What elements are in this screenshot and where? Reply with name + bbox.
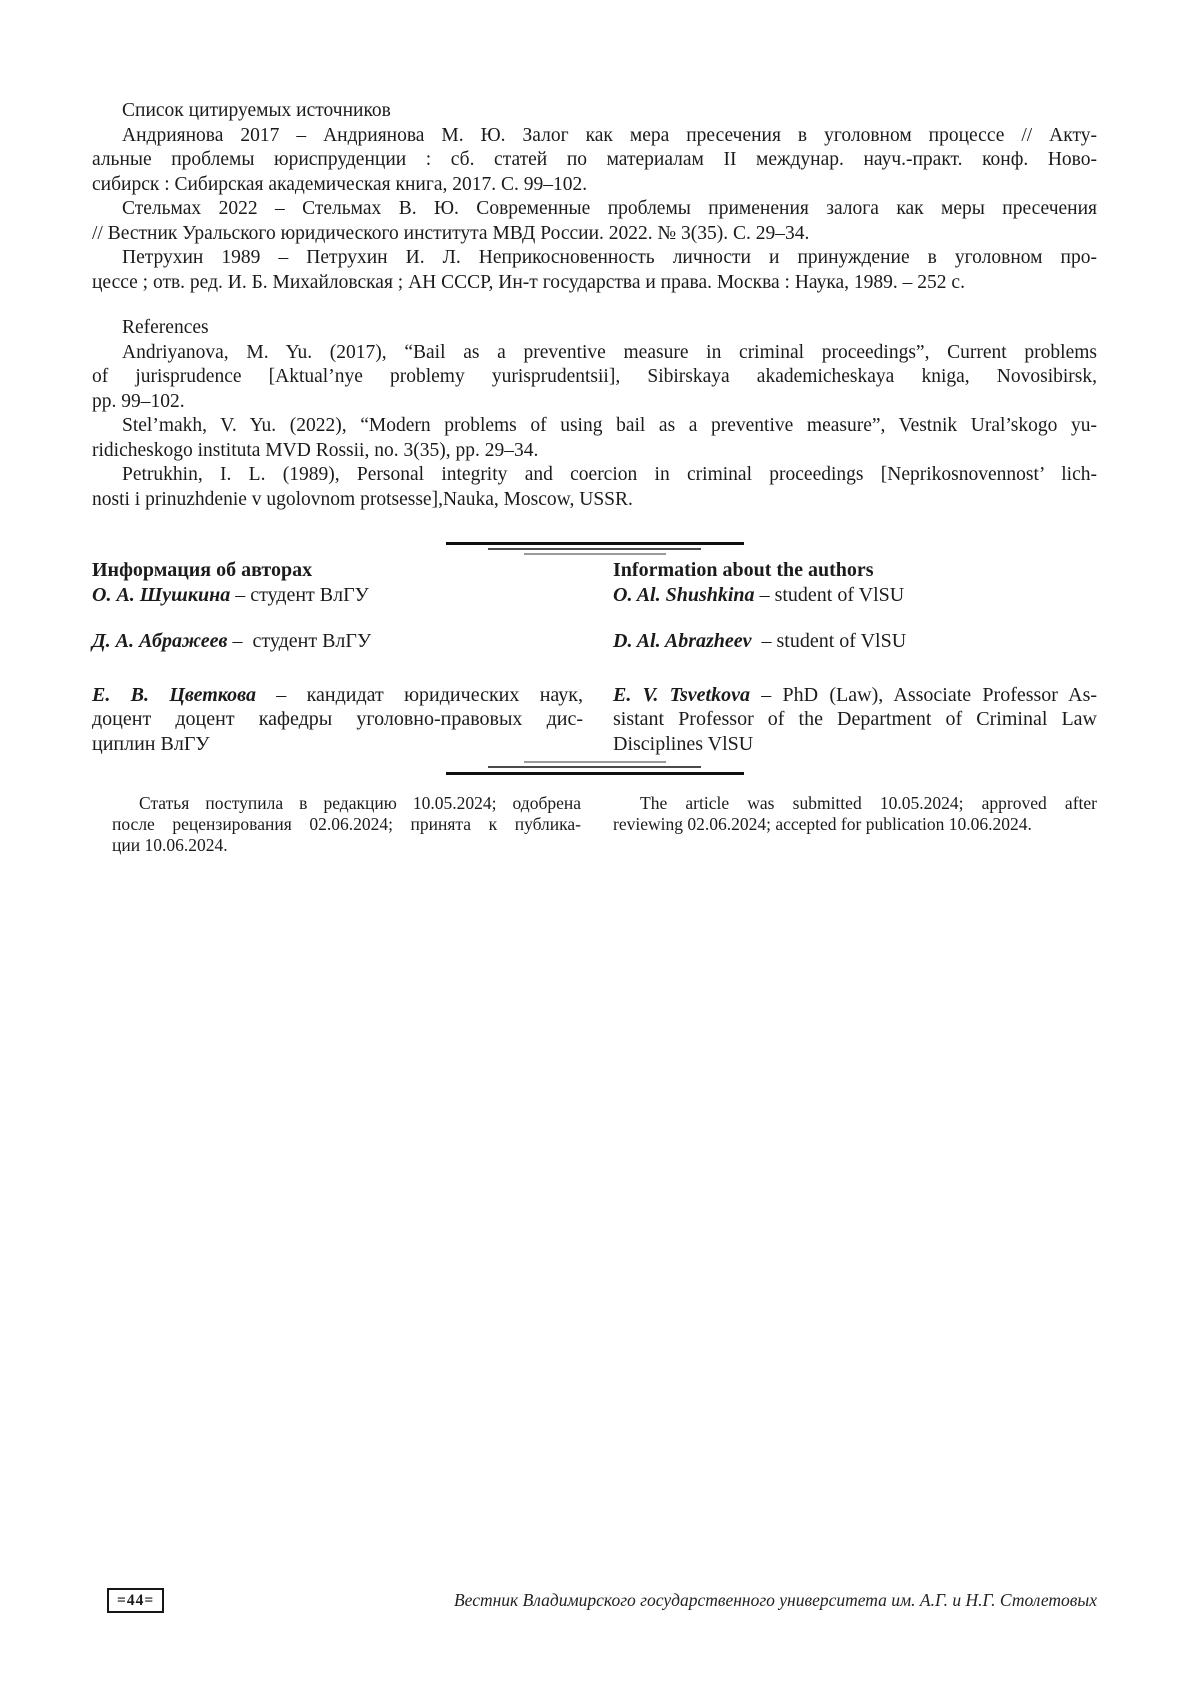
divider-line-thin (524, 761, 666, 763)
page-footer (107, 1587, 1097, 1614)
submission-note-ru (92, 793, 581, 856)
author-description-line: циплин ВлГУ (92, 732, 210, 755)
reference-line: nosti i prinuzhdenie v ugolovnom protsesse],Nauka, Moscow, USSR. (92, 488, 633, 510)
author-description: – student of VlSU (751, 630, 907, 652)
author-description-line: sistant Professor of the Department of Criminal Law (613, 708, 1097, 730)
author-description: – студент ВлГУ (227, 630, 372, 652)
authors-column-en (613, 558, 1097, 756)
author-entry (92, 629, 583, 654)
divider-line-medium (488, 548, 701, 550)
author-name: Д. А. Абражеев (92, 630, 228, 652)
citation-entry (92, 197, 1097, 246)
page-number-badge: =44= (107, 1588, 164, 1613)
author-name: E. V. Tsvetkova (613, 683, 750, 706)
author-entry (613, 583, 1097, 608)
author-entry (613, 629, 1097, 654)
author-name: O. Al. Shushkina (613, 583, 755, 606)
author-description: – student of VlSU (754, 583, 905, 606)
author-description: – студент ВлГУ (230, 583, 369, 606)
submission-line: ции 10.06.2024. (112, 835, 228, 855)
author-entry (92, 583, 583, 608)
reference-line: Petrukhin, I. L. (1989), Personal integrity and coercion in criminal proceedings [Neprikosnovennost’ lich- (122, 464, 1097, 485)
divider-line-thick (446, 772, 744, 775)
citation-line: Андриянова 2017 – Андриянова М. Ю. Залог как мера пресечения в уголовном процессе // Акту- (122, 124, 1097, 146)
citation-line: альные проблемы юриспруденции : сб. статей по материалам II междунар. науч.-практ. конф. Ново- (92, 149, 1097, 170)
author-name: Е. В. Цветкова (92, 683, 256, 706)
divider-line-medium (488, 766, 701, 768)
references-en-heading: References (122, 317, 209, 338)
journal-footer-title: Вестник Владимирского государственного университета им. А.Г. и Н.Г. Столетовых (453, 1590, 1097, 1610)
submission-line: после рецензирования 02.06.2024; принята к публика- (112, 814, 581, 834)
reference-entry (92, 463, 1097, 512)
author-name: D. Al. Abrazheev (613, 630, 752, 652)
sources-ru-heading: Список цитируемых источников (122, 100, 391, 121)
citation-line: Стельмах 2022 – Стельмах В. Ю. Современные проблемы применения залога как меры пресечения (122, 198, 1097, 219)
author-entry (613, 683, 1097, 757)
divider-line-thick (446, 542, 744, 545)
author-description: – PhD (Law), Associate Professor As- (750, 683, 1098, 706)
submission-line: The article was submitted 10.05.2024; approved after (640, 793, 1097, 813)
submission-line: Статья поступила в редакцию 10.05.2024; одобрена (139, 793, 581, 813)
references-en-section (92, 316, 1097, 512)
author-description-line: доцент доцент кафедры уголовно-правовых дис- (92, 708, 583, 730)
submission-line: reviewing 02.06.2024; accepted for publication 10.06.2024. (613, 814, 1032, 834)
reference-line: pp. 99–102. (92, 390, 185, 412)
divider-line-thin (524, 553, 666, 555)
page-content (92, 99, 1097, 856)
author-name: О. А. Шушкина (92, 583, 231, 606)
citation-line: // Вестник Уральского юридического института МВД России. 2022. № 3(35). С. 29–34. (92, 222, 810, 244)
citation-entry (92, 246, 1097, 295)
citation-line: сибирск : Сибирская академическая книга, 2017. С. 99–102. (92, 173, 588, 195)
authors-column-ru (92, 558, 583, 756)
submission-info-block (92, 793, 1097, 856)
author-description-line: Disciplines VlSU (613, 732, 754, 755)
citation-line: Петрухин 1989 – Петрухин И. Л. Неприкосновенность личности и принуждение в уголовном про- (122, 247, 1097, 268)
reference-entry (92, 414, 1097, 463)
reference-entry (92, 341, 1097, 415)
section-divider-top (92, 542, 1097, 555)
author-entry (92, 683, 583, 757)
reference-line: Stel’makh, V. Yu. (2022), “Modern problems of using bail as a preventive measure”, Vestnik Ural’skogo yu- (122, 415, 1097, 436)
authors-heading-en: Information about the authors (613, 559, 874, 581)
submission-note-en (613, 793, 1097, 856)
sources-ru-section (92, 99, 1097, 295)
reference-line: of jurisprudence [Aktual’nye problemy yurisprudentsii], Sibirskaya akademicheskaya kniga, Novosibirsk, (92, 366, 1097, 387)
citation-line: цессе ; отв. ред. И. Б. Михайловская ; АН СССР, Ин-т государства и права. Москва : Наука, 1989. – 252 с. (92, 271, 965, 293)
reference-line: ridicheskogo instituta MVD Rossii, no. 3(35), pp. 29–34. (92, 439, 539, 461)
reference-line: Andriyanova, M. Yu. (2017), “Bail as a preventive measure in criminal proceedings”, Current problems (122, 341, 1097, 363)
citation-entry (92, 124, 1097, 198)
author-description: – кандидат юридических наук, (255, 683, 583, 706)
authors-info-block (92, 558, 1097, 756)
section-divider-bottom (92, 761, 1097, 775)
authors-heading-ru: Информация об авторах (92, 559, 313, 581)
